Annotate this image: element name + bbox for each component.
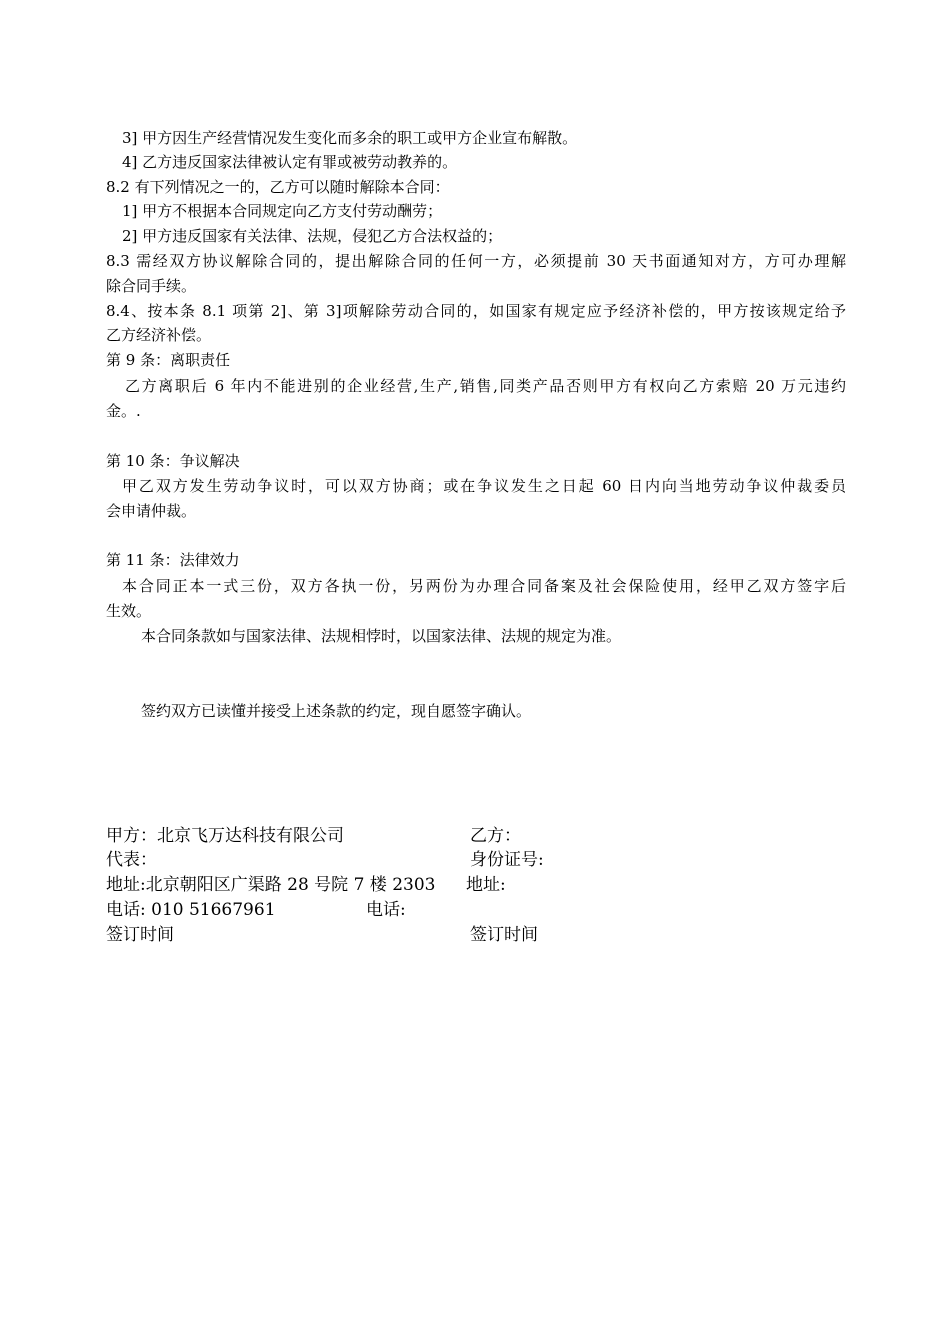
article-11-line-1: 本合同正本一式三份，双方各执一份，另两份为办理合同备案及社会保险使用，经甲乙双方签字后 — [122, 577, 846, 595]
party-b-label: 乙方： — [470, 826, 521, 846]
party-a-label: 甲方：北京飞万达科技有限公司 — [106, 826, 344, 846]
representative-label: 代表： — [106, 850, 157, 870]
party-b-address: 地址: — [466, 875, 506, 895]
clause-8-2-item-1: 1] 甲方不根据本合同规定向乙方支付劳动酬劳； — [122, 202, 443, 220]
article-9-title: 第 9 条：离职责任 — [106, 351, 231, 369]
article-11-line-3: 本合同条款如与国家法律、法规相悖时，以国家法律、法规的规定为准。 — [141, 627, 622, 645]
clause-8-4-line-1: 8.4、按本条 8.1 项第 2]、第 3]项解除劳动合同的，如国家有规定应予经济补偿的，甲方按该规定给予 — [106, 302, 846, 320]
clause-8-4-line-2: 乙方经济补偿。 — [106, 326, 212, 344]
article-9-line-1: 乙方离职后 6 年内不能进别的企业经营,生产,销售,同类产品否则甲方有权向乙方索赔 20 万元违约 — [125, 377, 846, 395]
clause-8-1-item-4: 4] 乙方违反国家法律被认定有罪或被劳动教养的。 — [122, 153, 458, 171]
article-9-line-2: 金。. — [106, 402, 141, 420]
article-11-line-2: 生效。 — [106, 602, 152, 620]
clause-8-1-item-3: 3] 甲方因生产经营情况发生变化而多余的职工或甲方企业宣布解散。 — [122, 129, 578, 147]
article-10-title: 第 10 条：争议解决 — [106, 452, 240, 470]
clause-8-2-heading: 8.2 有下列情况之一的，乙方可以随时解除本合同： — [106, 178, 450, 196]
article-11-title: 第 11 条：法律效力 — [106, 551, 240, 569]
party-b-sign-date: 签订时间 — [470, 925, 538, 945]
party-b-phone: 电话: — [366, 900, 406, 920]
party-a-phone: 电话: 010 51667961 — [106, 900, 276, 920]
party-a-sign-date: 签订时间 — [106, 925, 174, 945]
party-a-address: 地址:北京朝阳区广渠路 28 号院 7 楼 2303 — [106, 875, 436, 895]
article-10-line-1: 甲乙双方发生劳动争议时，可以双方协商；或在争议发生之日起 60 日内向当地劳动争议仲裁委员 — [122, 477, 846, 495]
clause-8-3-line-1: 8.3 需经双方协议解除合同的，提出解除合同的任何一方，必须提前 30 天书面通知对方，方可办理解 — [106, 252, 846, 270]
id-number-label: 身份证号: — [470, 850, 544, 870]
article-10-line-2: 会申请仲裁。 — [106, 502, 197, 520]
confirmation-statement: 签约双方已读懂并接受上述条款的约定，现自愿签字确认。 — [141, 702, 532, 720]
clause-8-3-line-2: 除合同手续。 — [106, 277, 197, 295]
clause-8-2-item-2: 2] 甲方违反国家有关法律、法规，侵犯乙方合法权益的； — [122, 227, 503, 245]
